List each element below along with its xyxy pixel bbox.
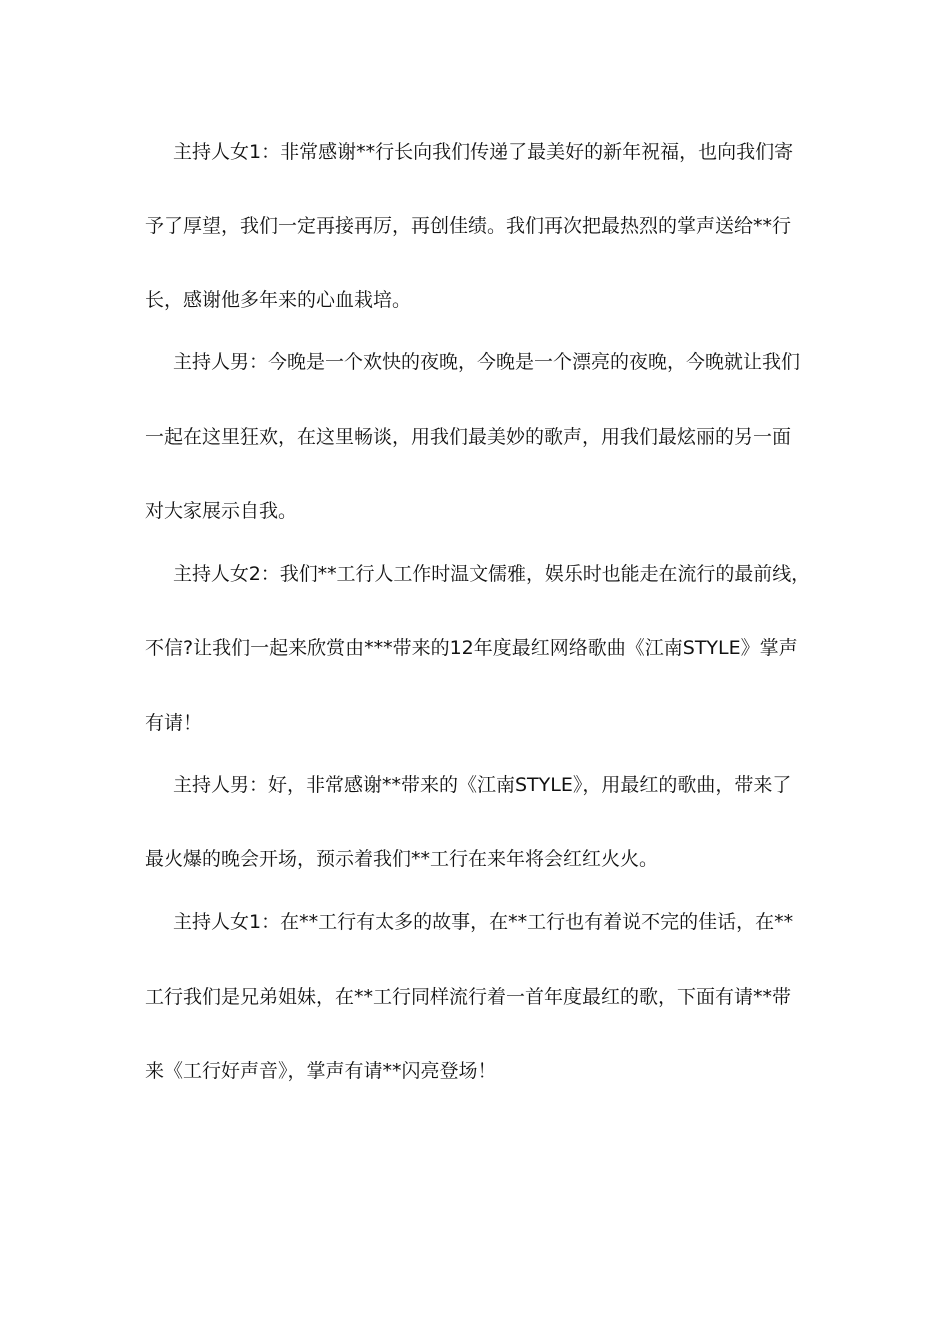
paragraph-line: 工行我们是兄弟姐妹，在**工行同样流行着一首年度最红的歌，下面有请**带 xyxy=(145,986,792,1008)
paragraph-line: 对大家展示自我。 xyxy=(145,500,298,522)
paragraph-line: 主持人男：好，非常感谢**带来的《江南STYLE》，用最红的歌曲，带来了 xyxy=(173,774,792,796)
paragraph-line: 有请！ xyxy=(145,712,203,734)
paragraph-line: 主持人女2：我们**工行人工作时温文儒雅，娱乐时也能走在流行的最前线， xyxy=(173,563,811,585)
paragraph-line: 一起在这里狂欢，在这里畅谈，用我们最美妙的歌声，用我们最炫丽的另一面 xyxy=(145,426,792,448)
paragraph-line: 主持人女1：非常感谢**行长向我们传递了最美好的新年祝福，也向我们寄 xyxy=(173,141,794,163)
paragraph-line: 主持人男：今晚是一个欢快的夜晚，今晚是一个漂亮的夜晚，今晚就让我们 xyxy=(173,351,801,373)
paragraph-line: 长，感谢他多年来的心血栽培。 xyxy=(145,289,412,311)
paragraph-line: 主持人女1：在**工行有太多的故事，在**工行也有着说不完的佳话，在** xyxy=(173,911,794,933)
paragraph-line: 予了厚望，我们一定再接再厉，再创佳绩。我们再次把最热烈的掌声送给**行 xyxy=(145,215,792,237)
paragraph-line: 不信?让我们一起来欣赏由***带来的12年度最红网络歌曲《江南STYLE》掌声 xyxy=(145,637,798,659)
paragraph-line: 最火爆的晚会开场，预示着我们**工行在来年将会红红火火。 xyxy=(145,848,659,870)
paragraph-line: 来《工行好声音》，掌声有请**闪亮登场！ xyxy=(145,1060,497,1082)
